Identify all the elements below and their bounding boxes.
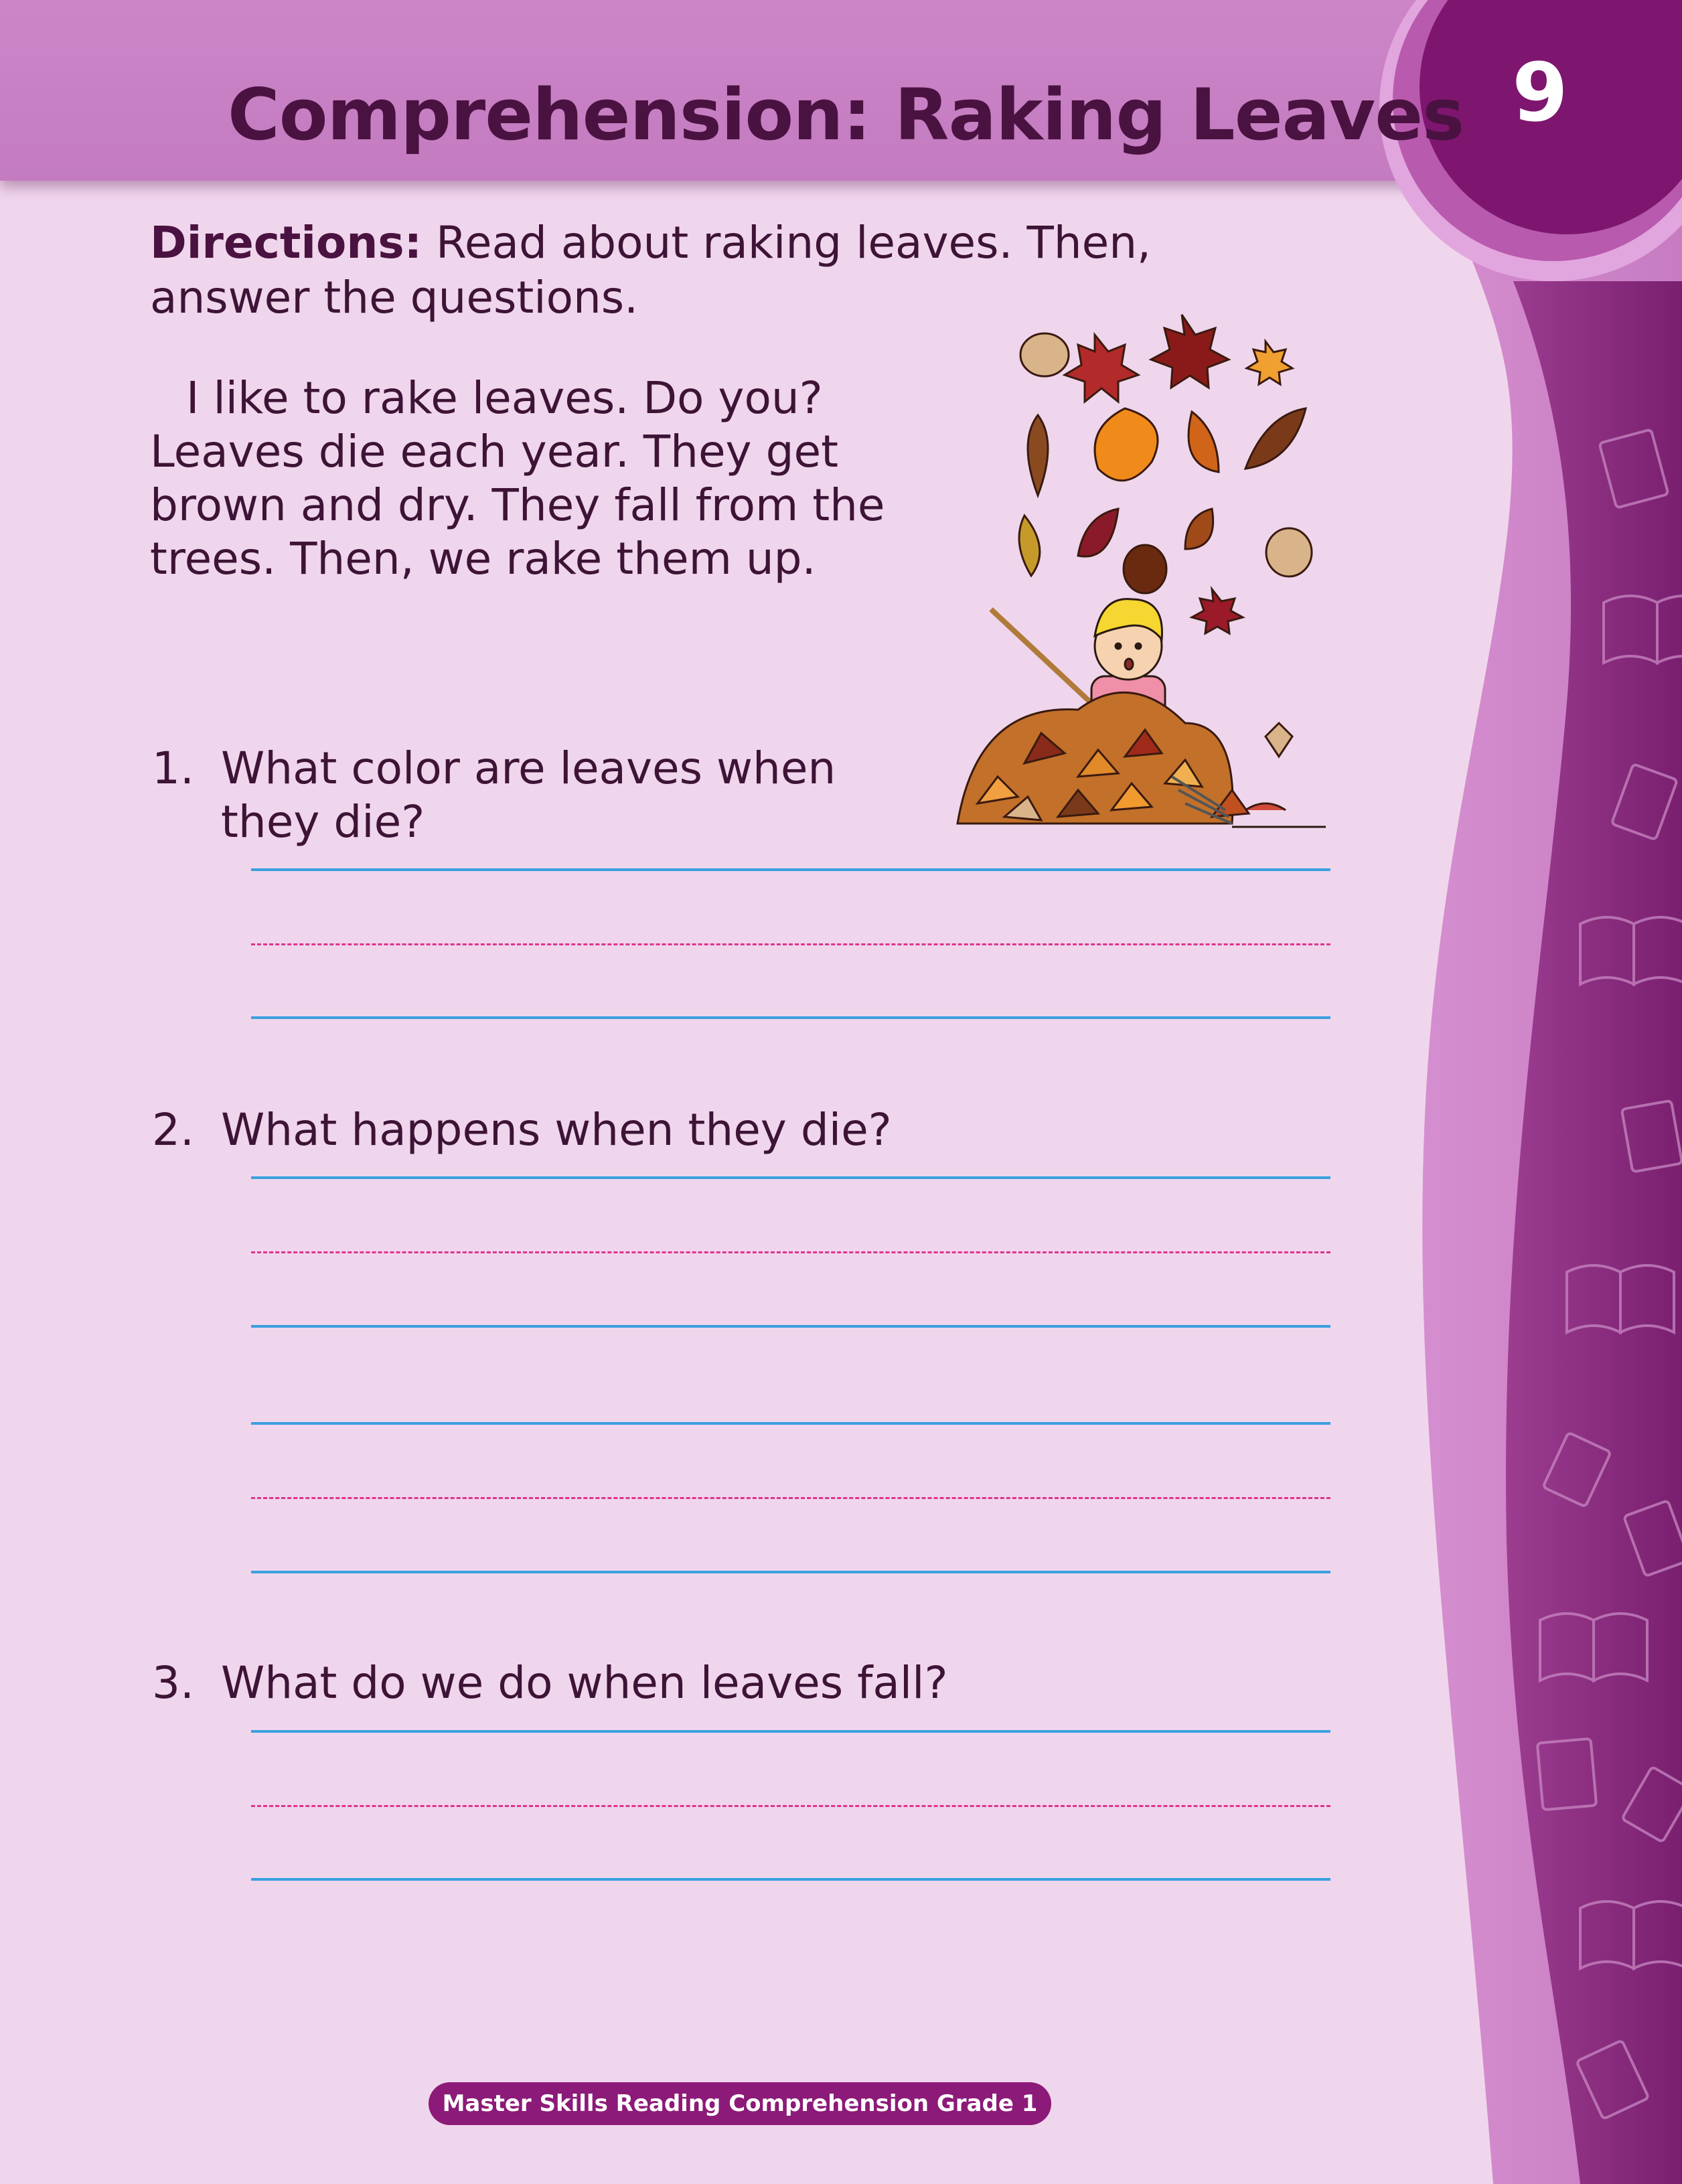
directions-label: Directions: — [150, 217, 423, 268]
answer-line[interactable] — [251, 1571, 1330, 1573]
question-1-text — [221, 742, 836, 849]
question-1 — [121, 742, 991, 856]
answer-line[interactable] — [251, 1016, 1330, 1019]
question-2 — [121, 1103, 991, 1164]
answer-line[interactable] — [251, 1176, 1330, 1179]
footer-book-title: Master Skills Reading Comprehension Grade 1 — [429, 2082, 1051, 2125]
page-title: Comprehension: Raking Leaves — [228, 74, 1464, 156]
question-3 — [121, 1656, 1058, 1717]
reading-passage: I like to rake leaves. Do you? Leaves die each year. They get brown and dry. They fall from the trees. Then, we rake them up. — [150, 372, 885, 584]
question-2-text: What happens when they die? — [221, 1104, 892, 1156]
answer-line[interactable] — [251, 1325, 1330, 1328]
leaf-pile — [958, 692, 1326, 827]
guide-line — [251, 1497, 1330, 1499]
question-3-number: 3. — [152, 1657, 194, 1709]
question-1-line1: What color are leaves when — [221, 743, 836, 794]
question-1-line2: they die? — [221, 796, 425, 848]
answer-line[interactable] — [251, 1878, 1330, 1881]
guide-line — [251, 1251, 1330, 1253]
answer-line[interactable] — [251, 1422, 1330, 1425]
question-1-number: 1. — [152, 743, 194, 794]
answer-line[interactable] — [251, 1730, 1330, 1733]
guide-line — [251, 943, 1330, 945]
question-3-text: What do we do when leaves fall? — [221, 1657, 948, 1709]
page-number: 9 — [1512, 47, 1568, 140]
guide-line — [251, 1805, 1330, 1807]
answer-line[interactable] — [251, 868, 1330, 871]
falling-leaves — [1019, 315, 1312, 633]
raking-leaves-illustration — [951, 295, 1332, 844]
directions-text: Read about raking leaves. Then, answer the questions. — [150, 217, 1152, 323]
question-2-number: 2. — [152, 1104, 194, 1156]
